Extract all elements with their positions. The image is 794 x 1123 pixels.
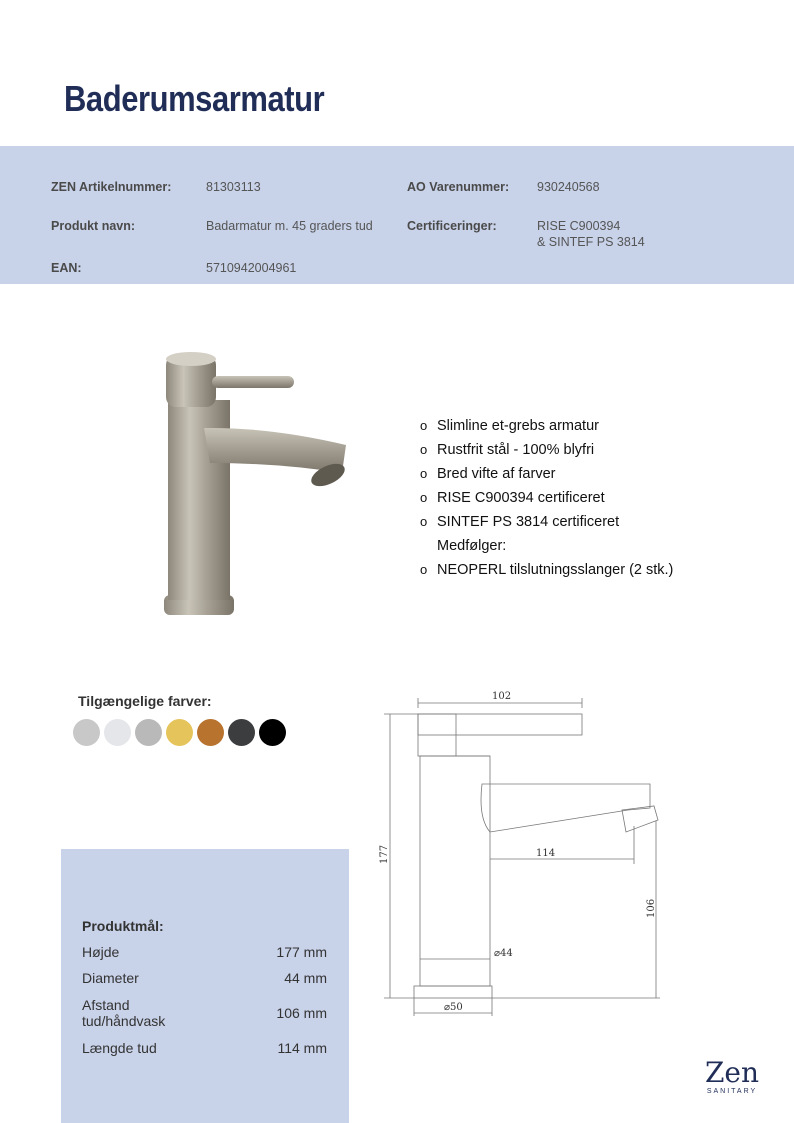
bullet-icon: o	[420, 562, 428, 577]
ao-number-label: AO Varenummer:	[407, 180, 510, 194]
dim-label-body-diameter: ⌀44	[494, 948, 513, 959]
product-name-label: Produkt navn:	[51, 219, 136, 233]
dimensions-panel	[61, 849, 349, 1123]
certification-value-1: RISE C900394	[537, 219, 621, 233]
ao-number-value: 930240568	[537, 180, 600, 194]
color-swatch-gunmetal[interactable]	[228, 719, 255, 746]
technical-drawing	[378, 686, 668, 1021]
feature-item: o RISE C900394 certificeret	[420, 490, 605, 506]
dim-label-base-diameter: ⌀50	[444, 1002, 463, 1013]
dimensions-heading: Produktmål:	[82, 918, 164, 934]
ean-value: 5710942004961	[206, 261, 297, 275]
color-swatches	[73, 719, 286, 746]
logo-tagline: SANITARY	[706, 1088, 758, 1095]
dimension-row-height: Højde 177 mm	[82, 944, 327, 960]
product-name-value: Badarmatur m. 45 graders tud	[206, 219, 373, 233]
dim-label-height: 177	[379, 844, 390, 864]
color-swatch-chrome[interactable]	[104, 719, 131, 746]
bullet-icon: o	[420, 514, 428, 529]
feature-subheading: Medfølger:	[437, 538, 507, 554]
color-swatch-gold[interactable]	[166, 719, 193, 746]
zen-article-value: 81303113	[206, 180, 261, 194]
dimension-row-spout-distance: Afstand tud/håndvask 106 mm	[82, 997, 327, 1029]
logo-wordmark: Zen	[704, 1056, 760, 1089]
faucet-product-image	[150, 345, 360, 625]
feature-item: o Bred vifte af farver	[420, 466, 556, 482]
feature-list	[420, 416, 673, 584]
color-swatch-copper[interactable]	[197, 719, 224, 746]
product-info-band	[0, 146, 794, 284]
bullet-icon: o	[420, 442, 428, 457]
bullet-icon: o	[420, 466, 428, 481]
color-swatch-black[interactable]	[259, 719, 286, 746]
certification-value-2: & SINTEF PS 3814	[537, 235, 645, 249]
feature-item: o NEOPERL tilslutningsslanger (2 stk.)	[420, 562, 674, 578]
colors-heading: Tilgængelige farver:	[78, 693, 212, 709]
dimension-row-diameter: Diameter 44 mm	[82, 970, 327, 986]
dim-label-spout-height: 106	[646, 898, 657, 918]
zen-article-label: ZEN Artikelnummer:	[51, 180, 172, 194]
bullet-icon: o	[420, 418, 428, 433]
bullet-icon: o	[420, 490, 428, 505]
feature-item: o Slimline et-grebs armatur	[420, 418, 599, 434]
ean-label: EAN:	[51, 261, 82, 275]
zen-sanitary-logo	[700, 1058, 764, 1095]
feature-item: o Rustfrit stål - 100% blyfri	[420, 442, 595, 458]
color-swatch-brushed-steel[interactable]	[73, 719, 100, 746]
dim-label-spout-length: 114	[536, 848, 556, 859]
dim-label-width: 102	[492, 691, 512, 702]
page-title: Baderumsarmatur	[64, 78, 325, 119]
feature-item: o SINTEF PS 3814 certificeret	[420, 514, 620, 530]
dimension-row-spout-length: Længde tud 114 mm	[82, 1040, 327, 1056]
certifications-label: Certificeringer:	[407, 219, 497, 233]
color-swatch-silver[interactable]	[135, 719, 162, 746]
